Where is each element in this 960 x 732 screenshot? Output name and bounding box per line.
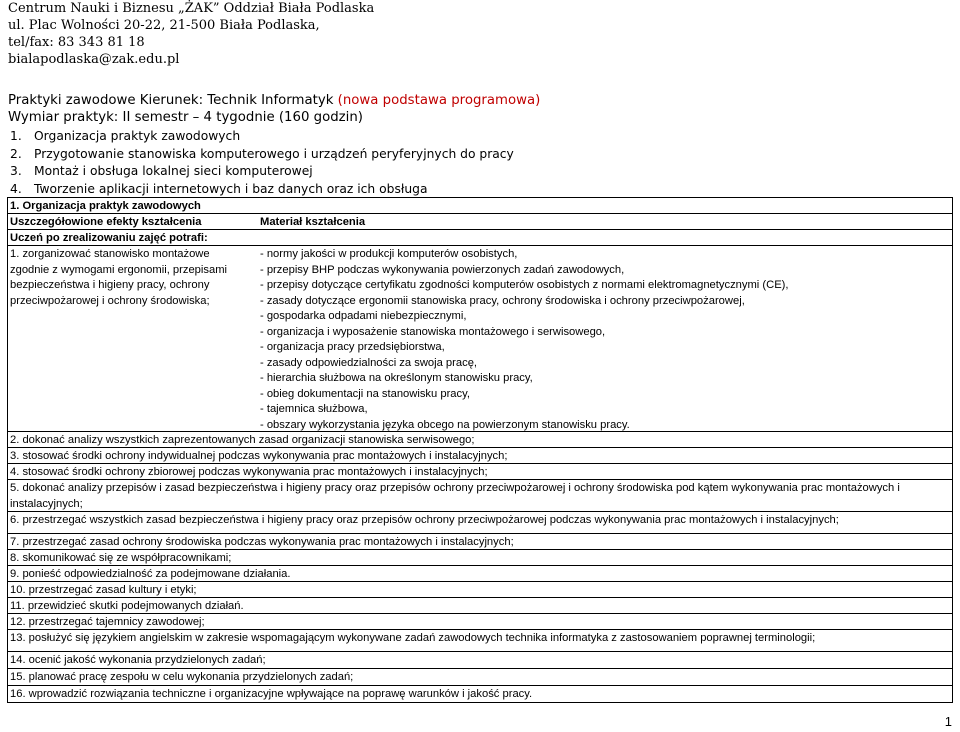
effect-line: 1. zorganizować stanowisko montażowe bbox=[10, 248, 210, 260]
material-item: - przepisy BHP podczas wykonywania powierzonych zadań zawodowych, bbox=[260, 263, 625, 276]
curriculum-table bbox=[7, 197, 953, 703]
effect-text: 12. przestrzegać tajemnicy zawodowej; bbox=[10, 616, 205, 628]
table-of-contents bbox=[8, 128, 514, 198]
toc-item bbox=[8, 163, 514, 181]
title-line-1 bbox=[8, 92, 540, 109]
effect-text: 13. posłużyć się językiem angielskim w zakresie wspomagającym wykonywane zadań zawodowych technika informatyka z zastosowaniem poprawnej terminologii; bbox=[10, 632, 816, 644]
table-row bbox=[8, 432, 952, 448]
effect-text: 8. skomunikować się ze współpracownikami; bbox=[10, 552, 232, 564]
material-item: - organizacja i wyposażenie stanowiska montażowego i serwisowego, bbox=[260, 325, 606, 338]
toc-item-number: 4. bbox=[10, 181, 22, 196]
table-subheader-row bbox=[8, 230, 952, 246]
title-line-2: Wymiar praktyk: II semestr – 4 tygodnie (160 godzin) bbox=[8, 110, 363, 125]
material-item: - obszary wykorzystania języka obcego na powierzonym stanowisku pracy. bbox=[260, 418, 630, 431]
material-item: - zasady odpowiedzialności za swoja pracę, bbox=[260, 356, 478, 369]
toc-item-number: 2. bbox=[10, 146, 22, 161]
table-row bbox=[8, 246, 952, 432]
table-row bbox=[8, 669, 952, 686]
table-header-row bbox=[8, 214, 952, 230]
institution-name: Centrum Nauki i Biznesu „ŻAK” Oddział Biała Podlaska bbox=[8, 1, 375, 16]
title-line-1-text: Praktyki zawodowe Kierunek: Technik Informatyk bbox=[8, 93, 338, 108]
table-row bbox=[8, 480, 952, 512]
table-section-title: 1. Organizacja praktyk zawodowych bbox=[10, 200, 201, 212]
page-number: 1 bbox=[944, 714, 952, 729]
table-row bbox=[8, 582, 952, 598]
column-header-material: Materiał kształcenia bbox=[260, 216, 366, 228]
material-item: - gospodarka odpadami niebezpiecznymi, bbox=[260, 310, 467, 322]
toc-item-number: 1. bbox=[10, 129, 22, 143]
effect-line: zgodnie z wymogami ergonomii, przepisami bbox=[10, 263, 228, 276]
document-title bbox=[8, 92, 540, 126]
table-row bbox=[8, 464, 952, 480]
effect-text: 2. dokonać analizy wszystkich zaprezentowanych zasad organizacji stanowiska serwisowego; bbox=[10, 434, 475, 446]
material-item: - zasady dotyczące ergonomii stanowiska pracy, ochrony środowiska i ochrony przeciwpożarowej, bbox=[260, 294, 745, 307]
table-row bbox=[8, 550, 952, 566]
toc-item bbox=[8, 181, 514, 199]
material-cell bbox=[258, 246, 952, 434]
table-row bbox=[8, 598, 952, 614]
toc-item bbox=[8, 146, 514, 164]
effect-text: 10. przestrzegać zasad kultury i etyki; bbox=[10, 584, 197, 596]
effect-line: przeciwpożarowej i ochrony środowiska; bbox=[10, 294, 210, 307]
effect-text: 16. wprowadzić rozwiązania techniczne i organizacyjne wpływające na poprawę warunków i jakość pracy. bbox=[10, 688, 533, 700]
effect-line: bezpieczeństwa i higieny pracy, ochrony bbox=[10, 279, 210, 291]
table-row bbox=[8, 686, 952, 702]
table-subheader: Uczeń po zrealizowaniu zajęć potrafi: bbox=[10, 232, 208, 244]
material-item: - przepisy dotyczące certyfikatu zgodności komputerów osobistych z normami elektromagnetycznymi (CE), bbox=[260, 279, 789, 291]
effect-text: 14. ocenić jakość wykonania przydzielonych zadań; bbox=[10, 654, 266, 666]
effect-text: 3. stosować środki ochrony indywidualnej podczas wykonywania prac montażowych i instalacyjnych; bbox=[10, 450, 508, 462]
effect-text: 15. planować pracę zespołu w celu wykonania przydzielonych zadań; bbox=[10, 671, 354, 683]
effect-text: 9. ponieść odpowiedzialność za podejmowane działania. bbox=[10, 568, 291, 580]
toc-item-text: Organizacja praktyk zawodowych bbox=[34, 129, 241, 143]
effect-text: 11. przewidzieć skutki podejmowanych działań. bbox=[10, 600, 244, 612]
column-header-effects: Uszczegółowione efekty kształcenia bbox=[10, 216, 202, 228]
effect-text: 4. stosować środki ochrony zbiorowej podczas wykonywania prac montażowych i instalacyjnych; bbox=[10, 466, 488, 478]
institution-address: ul. Plac Wolności 20-22, 21-500 Biała Podlaska, bbox=[8, 18, 320, 33]
table-row bbox=[8, 534, 952, 550]
institution-phone: tel/fax: 83 343 81 18 bbox=[8, 35, 145, 50]
material-item: - tajemnica służbowa, bbox=[260, 403, 368, 415]
table-row bbox=[8, 448, 952, 464]
toc-item-text: Montaż i obsługa lokalnej sieci komputerowej bbox=[34, 164, 313, 178]
table-row bbox=[8, 614, 952, 630]
material-item: - organizacja pracy przedsiębiorstwa, bbox=[260, 341, 445, 353]
material-item: - hierarchia służbowa na określonym stanowisku pracy, bbox=[260, 372, 533, 384]
table-row bbox=[8, 566, 952, 582]
table-row bbox=[8, 630, 952, 652]
effect-text: 6. przestrzegać wszystkich zasad bezpieczeństwa i higieny pracy oraz przepisów ochrony przeciwpożarowej podczas wykonywania prac montażowych i instalacyjnych; bbox=[10, 514, 839, 526]
institution-header bbox=[8, 0, 374, 68]
institution-email: bialapodlaska@zak.edu.pl bbox=[8, 52, 180, 67]
table-row bbox=[8, 652, 952, 669]
effect-text: 5. dokonać analizy przepisów i zasad bezpieczeństwa i higieny pracy oraz przepisów ochrony przeciwpożarowej i ochrony środowiska pod kątem wykonywania prac montażowych i instalacyjnych; bbox=[10, 482, 900, 510]
effect-text: 7. przestrzegać zasad ochrony środowiska podczas wykonywania prac montażowych i instalacyjnych; bbox=[10, 536, 514, 548]
toc-item-text: Tworzenie aplikacji internetowych i baz danych oraz ich obsługa bbox=[34, 181, 428, 196]
toc-item-text: Przygotowanie stanowiska komputerowego i urządzeń peryferyjnych do pracy bbox=[34, 146, 514, 161]
material-item: - normy jakości w produkcji komputerów osobistych, bbox=[260, 248, 518, 260]
effect-cell bbox=[8, 246, 258, 310]
table-section-row bbox=[8, 198, 952, 214]
toc-item bbox=[8, 128, 514, 146]
toc-item-number: 3. bbox=[10, 164, 22, 178]
title-line-1-note: (nowa podstawa programowa) bbox=[337, 93, 541, 108]
material-item: - obieg dokumentacji na stanowisku pracy, bbox=[260, 387, 470, 400]
table-row bbox=[8, 512, 952, 534]
